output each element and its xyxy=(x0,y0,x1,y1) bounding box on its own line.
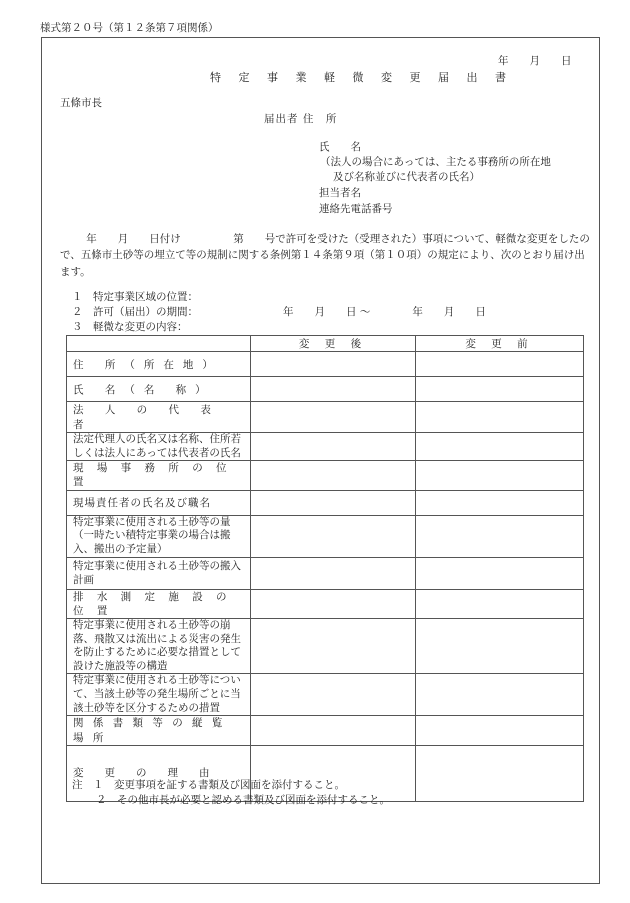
row-label: 法 人 の 代 表 者 xyxy=(67,402,251,433)
value-before-cell[interactable] xyxy=(416,557,584,589)
note-2: ２ その他市長が必要と認める書類及び図面を添付すること。 xyxy=(96,794,390,806)
table-row xyxy=(67,674,584,716)
submitter-note-line1: （法人の場合にあっては、主たる事務所の所在地 xyxy=(320,156,551,168)
table-row xyxy=(67,557,584,589)
table-row xyxy=(67,490,584,515)
value-after-cell[interactable] xyxy=(251,433,416,461)
date-line: 年 月 日 xyxy=(498,55,572,67)
value-after-cell[interactable] xyxy=(251,716,416,745)
table-row xyxy=(67,618,584,674)
table-row xyxy=(67,461,584,490)
row-label: 氏 名（名 称） xyxy=(67,377,251,402)
value-before-cell[interactable] xyxy=(416,490,584,515)
submitter-address-label: 届出者 住 所 xyxy=(264,113,338,125)
row-label: 関 係 書 類 等 の 縦 覧 場 所 xyxy=(67,716,251,745)
value-after-cell[interactable] xyxy=(251,461,416,490)
value-before-cell[interactable] xyxy=(416,618,584,674)
phone-label: 連絡先電話番号 xyxy=(319,203,393,215)
person-in-charge-label: 担当者名 xyxy=(319,187,361,199)
value-after-cell[interactable] xyxy=(251,589,416,618)
table-row xyxy=(67,352,584,377)
body-text: 年 月 日付け 第 号で許可を受けた（受理された）事項について、軽微な変更をしたので、五條市土砂等の埋立て等の規制に関する条例第１４条第９項（第１０項）の規定により、次のとおり届け出ます。 xyxy=(60,233,590,278)
table-row xyxy=(67,589,584,618)
table-row xyxy=(67,716,584,745)
submitter-name-label: 氏 名 xyxy=(319,141,361,153)
form-title: 特 定 事 業 軽 微 変 更 届 出 書 xyxy=(210,71,513,84)
row-label: 現 場 事 務 所 の 位 置 xyxy=(67,461,251,490)
item-1-label: １ 特定事業区域の位置： xyxy=(72,291,198,303)
table-row xyxy=(67,515,584,557)
row-label: 特定事業に使用される土砂等の搬入計画 xyxy=(67,557,251,589)
row-label: 特定事業に使用される土砂等の量（一時たい積特定事業の場合は搬入、搬出の予定量） xyxy=(67,515,251,557)
row-label: 変 更 の 理 由 xyxy=(67,745,251,801)
value-after-cell[interactable] xyxy=(251,402,416,433)
value-before-cell[interactable] xyxy=(416,402,584,433)
table-row xyxy=(67,745,584,801)
value-before-cell[interactable] xyxy=(416,515,584,557)
change-table xyxy=(66,335,584,802)
row-label: 排 水 測 定 施 設 の 位 置 xyxy=(67,589,251,618)
row-label: 特定事業に使用される土砂等について、当該土砂等の発生場所ごとに当該土砂等を区分するための措置 xyxy=(67,674,251,716)
header-blank xyxy=(67,336,251,352)
row-label: 住 所（所在地） xyxy=(67,352,251,377)
item-2-label: ２ 許可（届出）の期間： xyxy=(72,306,198,318)
value-after-cell[interactable] xyxy=(251,377,416,402)
header-before: 変 更 前 xyxy=(416,336,584,352)
item-3-label: ３ 軽微な変更の内容： xyxy=(72,321,188,333)
value-before-cell[interactable] xyxy=(416,589,584,618)
value-after-cell[interactable] xyxy=(251,557,416,589)
value-after-cell[interactable] xyxy=(251,618,416,674)
value-before-cell[interactable] xyxy=(416,377,584,402)
value-after-cell[interactable] xyxy=(251,674,416,716)
row-label: 法定代理人の氏名又は名称、住所若しくは法人にあっては代表者の氏名 xyxy=(67,433,251,461)
table-row xyxy=(67,402,584,433)
note-1: 注 １ 変更事項を証する書類及び図面を添付すること。 xyxy=(72,779,345,791)
value-before-cell[interactable] xyxy=(416,352,584,377)
value-after-cell[interactable] xyxy=(251,352,416,377)
value-before-cell[interactable] xyxy=(416,745,584,801)
value-before-cell[interactable] xyxy=(416,433,584,461)
value-before-cell[interactable] xyxy=(416,716,584,745)
table-row xyxy=(67,433,584,461)
row-label: 特定事業に使用される土砂等の崩落、飛散又は流出による災害の発生を防止するために必要な措置として設けた施設等の構造 xyxy=(67,618,251,674)
addressee: 五條市長 xyxy=(60,97,102,109)
value-after-cell[interactable] xyxy=(251,745,416,801)
value-before-cell[interactable] xyxy=(416,461,584,490)
header-after: 変 更 後 xyxy=(251,336,416,352)
submitter-note-line2: 及び名称並びに代表者の氏名） xyxy=(333,171,480,183)
table-header-row xyxy=(67,336,584,352)
row-label: 現場責任者の氏名及び職名 xyxy=(67,490,251,515)
form-reference: 様式第２０号（第１２条第７項関係） xyxy=(40,22,219,34)
value-before-cell[interactable] xyxy=(416,674,584,716)
table-row xyxy=(67,377,584,402)
value-after-cell[interactable] xyxy=(251,515,416,557)
value-after-cell[interactable] xyxy=(251,490,416,515)
item-2-period: 年 月 日 ～ 年 月 日 xyxy=(283,306,486,318)
